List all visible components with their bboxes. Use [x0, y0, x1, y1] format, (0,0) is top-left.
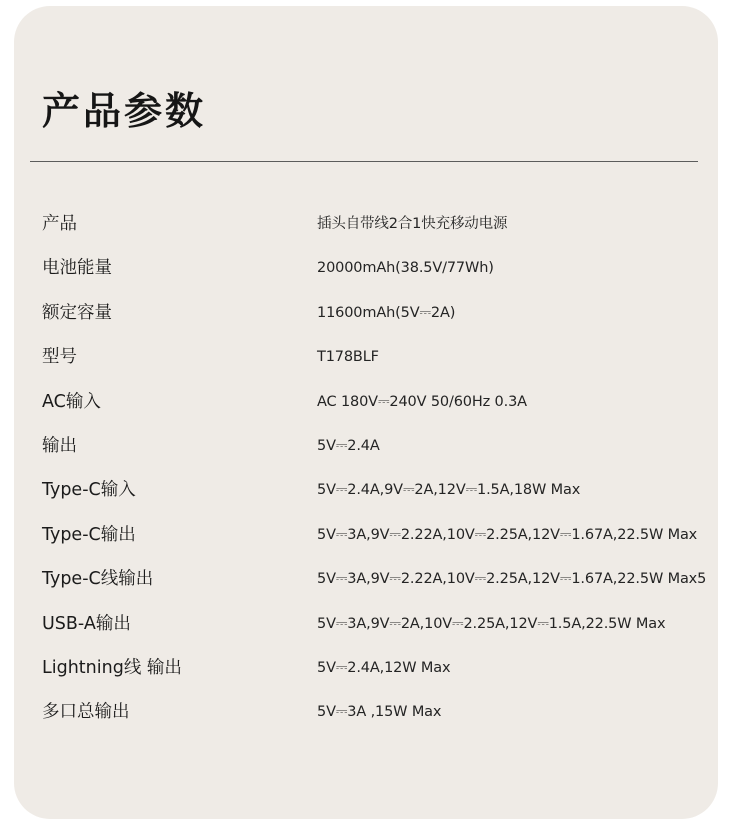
spec-row-typec-output: [14, 513, 718, 557]
spec-value: 20000mAh(38.5V/77Wh): [317, 260, 494, 277]
spec-label: 产品: [42, 214, 77, 234]
spec-label: Type-C输入: [42, 480, 136, 501]
spec-value: 5V⎓2.4A,12W Max: [317, 659, 451, 676]
spec-row-ac-input: [14, 380, 718, 424]
spec-row-typec-cable-output: [14, 557, 718, 601]
spec-label: Lightning线 输出: [42, 657, 182, 678]
spec-row-typec-input: [14, 468, 718, 512]
spec-value: T178BLF: [317, 349, 379, 366]
spec-value: 5V⎓3A ,15W Max: [317, 704, 442, 721]
spec-row-model: [14, 335, 718, 379]
spec-row-rated-capacity: [14, 291, 718, 335]
spec-row-output: [14, 424, 718, 468]
spec-label: Type-C输出: [42, 524, 136, 545]
title-divider: [30, 161, 698, 162]
spec-label: 额定容量: [42, 302, 112, 323]
spec-label: 型号: [42, 347, 77, 368]
spec-label: 电池能量: [42, 258, 112, 279]
spec-label: AC输入: [42, 391, 101, 412]
spec-value: 5V⎓2.4A,9V⎓2A,12V⎓1.5A,18W Max: [317, 482, 581, 499]
spec-value: AC 180V⎓240V 50/60Hz 0.3A: [317, 393, 527, 410]
spec-card: [14, 6, 718, 819]
spec-value: 5V⎓3A,9V⎓2A,10V⎓2.25A,12V⎓1.5A,22.5W Max: [317, 615, 666, 632]
spec-value: 5V⎓3A,9V⎓2.22A,10V⎓2.25A,12V⎓1.67A,22.5W Max5: [317, 571, 707, 588]
spec-value: 5V⎓3A,9V⎓2.22A,10V⎓2.25A,12V⎓1.67A,22.5W Max: [317, 526, 698, 543]
spec-value: 11600mAh(5V⎓2A): [317, 304, 456, 321]
spec-label: Type-C线输出: [42, 569, 154, 590]
spec-value: 插头自带线2合1快充移动电源: [317, 216, 508, 232]
spec-label: USB-A输出: [42, 613, 131, 634]
spec-row-battery-energy: [14, 246, 718, 290]
spec-row-usba-output: [14, 602, 718, 646]
spec-label: 输出: [42, 435, 77, 456]
spec-list: [14, 202, 718, 735]
spec-row-total-output: [14, 690, 718, 734]
spec-value: 5V⎓2.4A: [317, 437, 380, 454]
spec-row-product: [14, 202, 718, 246]
spec-row-lightning-output: [14, 646, 718, 690]
spec-label: 多口总输出: [42, 702, 130, 723]
page-title: 产品参数: [42, 89, 207, 133]
